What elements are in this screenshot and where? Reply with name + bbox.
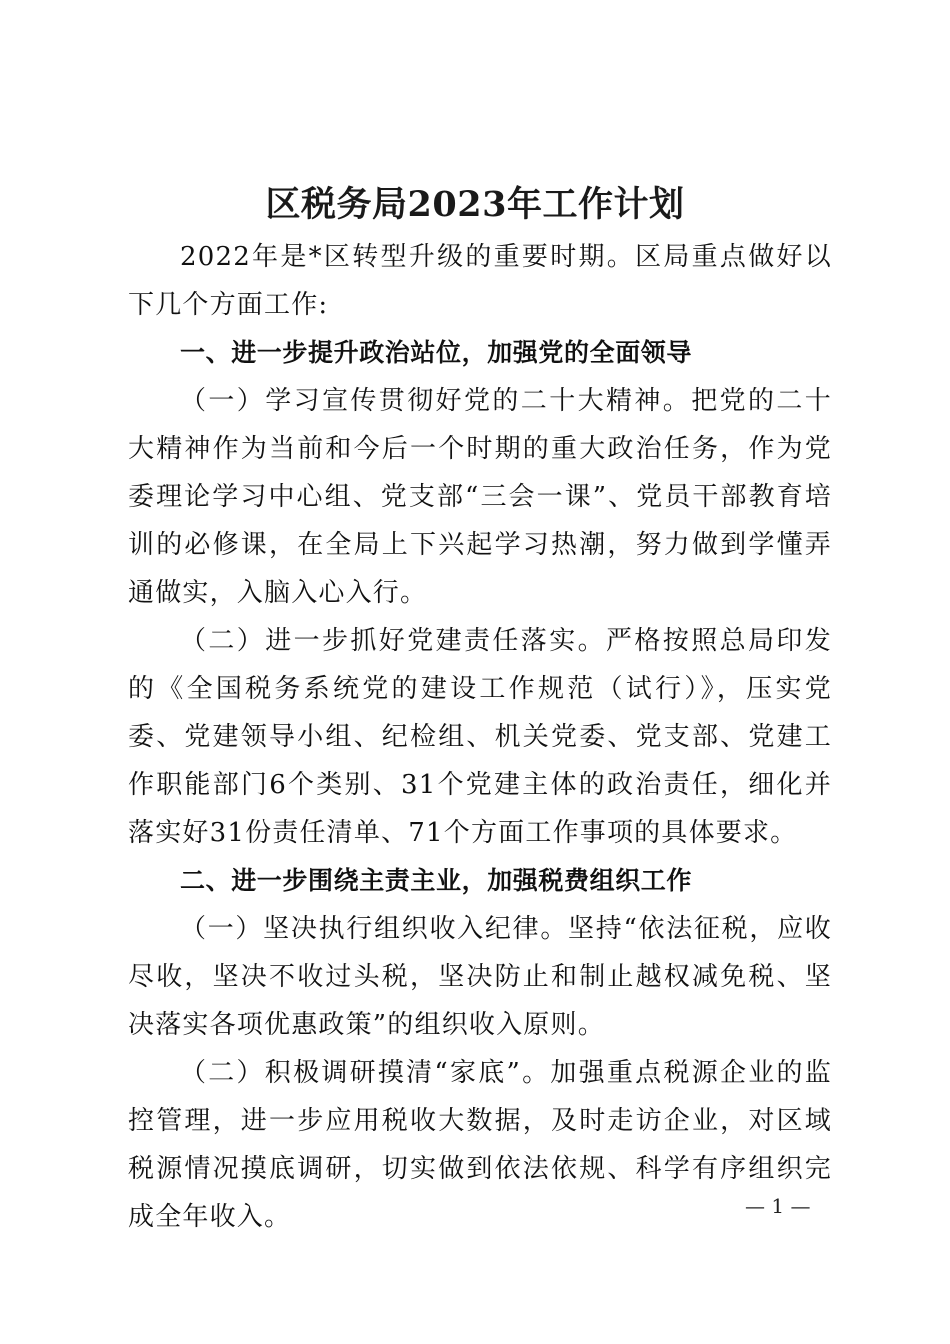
- section-2-item-1: （一）坚决执行组织收入纪律。坚持“依法征税，应收尽收，坚决不收过头税，坚决防止和制止越权减免税、坚决落实各项优惠政策”的组织收入原则。: [128, 914, 832, 1040]
- section-heading-2: 二、进一步围绕主责主业，加强税费组织工作: [180, 866, 693, 895]
- section-heading-1: 一、进一步提升政治站位，加强党的全面领导: [180, 338, 693, 367]
- section-1-item-2: （二）进一步抓好党建责任落实。严格按照总局印发的《全国税务系统党的建设工作规范（试行）》，压实党委、党建领导小组、纪检组、机关党委、党支部、党建工作职能部门6个类别、31个党建主体的政治责任，细化并落实好31份责任清单、71个方面工作事项的具体要求。: [128, 626, 832, 848]
- section-1-item-1: （一）学习宣传贯彻好党的二十大精神。把党的二十大精神作为当前和今后一个时期的重大政治任务，作为党委理论学习中心组、党支部“三会一课”、党员干部教育培训的必修课，在全局上下兴起学习热潮，努力做到学懂弄通做实，入脑入心入行。: [128, 386, 832, 608]
- page-number: — 1 —: [745, 1194, 811, 1218]
- intro-paragraph: 2022年是*区转型升级的重要时期。区局重点做好以下几个方面工作:: [128, 242, 832, 320]
- document-body: [128, 233, 832, 1241]
- section-2-item-2: （二）积极调研摸清“家底”。加强重点税源企业的监控管理，进一步应用税收大数据，及时走访企业，对区域税源情况摸底调研，切实做到依法依规、科学有序组织完成全年收入。: [128, 1058, 832, 1232]
- document-title: 区税务局2023年工作计划: [265, 184, 685, 225]
